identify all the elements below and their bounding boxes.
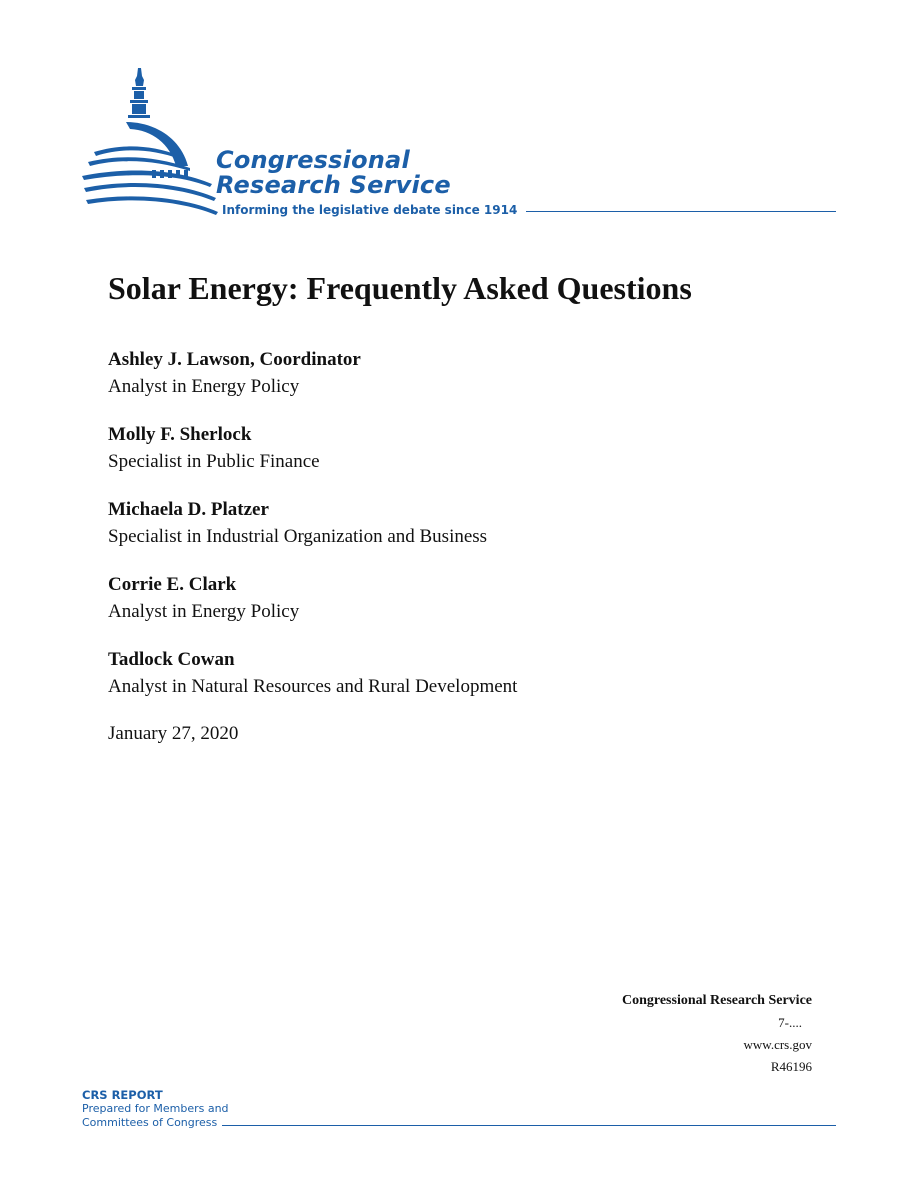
- crs-report-label: CRS REPORT: [82, 1088, 163, 1102]
- author-name: Molly F. Sherlock: [108, 424, 252, 445]
- author-name: Michaela D. Platzer: [108, 499, 269, 520]
- report-date: January 27, 2020: [108, 723, 239, 744]
- author-entry: [108, 422, 808, 497]
- author-list: [108, 347, 808, 722]
- author-role: Analyst in Energy Policy: [108, 376, 300, 397]
- author-role: Specialist in Industrial Organization and Business: [108, 526, 488, 547]
- author-role: Specialist in Public Finance: [108, 451, 320, 472]
- author-entry: [108, 572, 808, 647]
- author-entry: [108, 647, 808, 722]
- footer-divider: [222, 1125, 836, 1126]
- header-divider: [526, 211, 836, 212]
- crs-info-block: [622, 990, 812, 1078]
- tagline: Informing the legislative debate since 1914: [222, 203, 518, 217]
- crs-website: www.crs.gov: [743, 1037, 812, 1052]
- footer-line2: Committees of Congress: [82, 1116, 218, 1129]
- author-entry: [108, 497, 808, 572]
- footer-label: [82, 1088, 229, 1130]
- author-role: Analyst in Natural Resources and Rural Development: [108, 676, 518, 697]
- report-number: R46196: [770, 1059, 812, 1074]
- report-title: Solar Energy: Frequently Asked Questions: [108, 270, 692, 306]
- author-role: Analyst in Energy Policy: [108, 601, 300, 622]
- author-name: Corrie E. Clark: [108, 574, 237, 595]
- author-name: Ashley J. Lawson, Coordinator: [108, 349, 361, 370]
- author-name: Tadlock Cowan: [108, 649, 235, 670]
- org-name-line1: Congressional: [216, 146, 410, 174]
- footer-line1: Prepared for Members and: [82, 1102, 229, 1115]
- author-entry: [108, 347, 808, 422]
- crs-name: Congressional Research Service: [621, 993, 812, 1008]
- crs-code: 7-....: [778, 1015, 802, 1030]
- org-name-line2: Research Service: [216, 171, 451, 199]
